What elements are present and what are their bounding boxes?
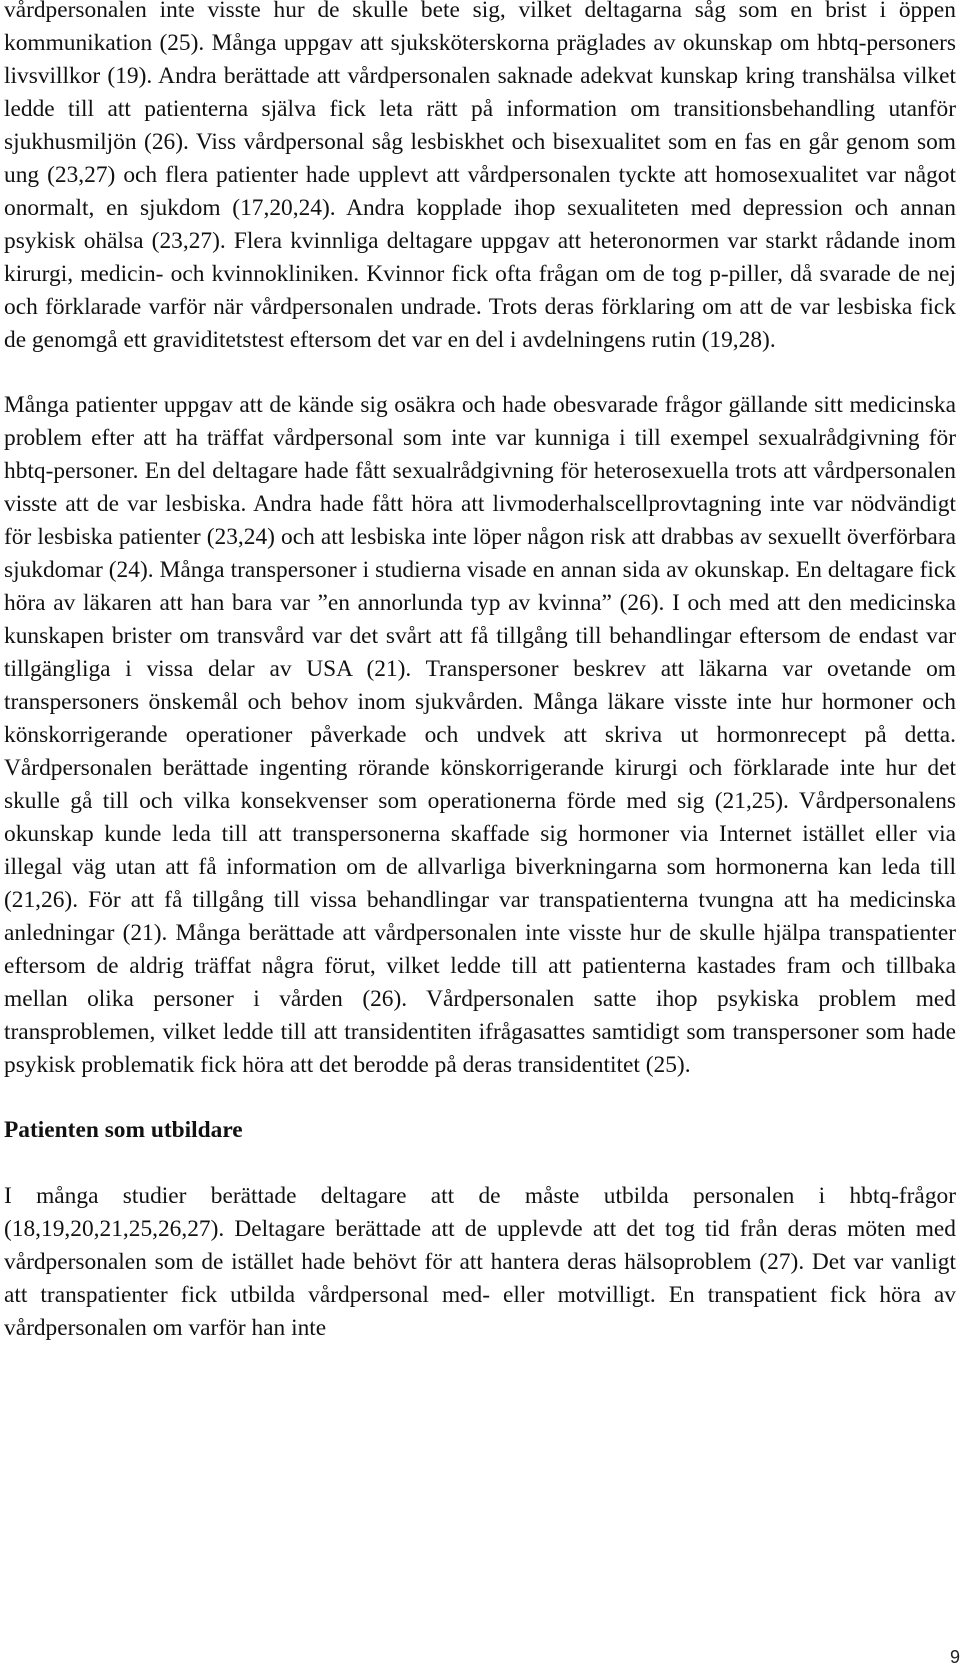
body-paragraph-3: I många studier berättade deltagare att de måste utbilda personalen i hbtq-frågor (18,19,20,21,25,26,27). Deltagare berättade att de upplevde att det tog tid från deras möten med vårdpersonalen som de istället hade behövt för att hantera deras hälsoproblem (27). Det var vanligt att transpatienter fick utbilda vårdpersonal med- eller motvilligt. En transpatient fick höra av vårdpersonalen om varför han inte xyxy=(4,1183,956,1341)
page-number xyxy=(0,1646,960,1668)
page-content xyxy=(4,0,956,1345)
body-paragraph-1: vårdpersonalen inte visste hur de skulle bete sig, vilket deltagarna såg som en brist i öppen kommunikation (25). Många uppgav att sjuksköterskorna präglades av okunskap om hbtq-personers livsvillkor (19). Andra berättade att vårdpersonalen saknade adekvat kunskap kring transhälsa vilket ledde till att patienterna själva fick leta rätt på information om transitionsbehandling utanför sjukhusmiljön (26). Viss vårdpersonal såg lesbiskhet och bisexualitet som en fas en går genom som ung (23,27) och flera patienter hade upplevt att vårdpersonalen tyckte att homosexualitet var något onormalt, en sjukdom (17,20,24). Andra kopplade ihop sexualiteten med depression och annan psykisk ohälsa (23,27). Flera kvinnliga deltagare uppgav att heteronormen var starkt rådande inom kirurgi, medicin- och kvinnokliniken. Kvinnor fick ofta frågan om de tog p-piller, då svarade de nej och förklarade varför när vårdpersonalen undrade. Trots deras förklaring om att de var lesbiska fick de genomgå ett graviditetstest eftersom det var en del i avdelningens rutin (19,28). xyxy=(4,0,956,353)
section-heading: Patienten som utbildare xyxy=(4,1117,243,1143)
body-paragraph-2: Många patienter uppgav att de kände sig osäkra och hade obesvarade frågor gällande sitt medicinska problem efter att ha träffat vårdpersonal som inte var kunniga i till exempel sexualrådgivning för hbtq-personer. En del deltagare hade fått sexualrådgivning för heterosexuella trots att vårdpersonalen visste att de var lesbiska. Andra hade fått höra att livmoderhalscellprovtagning inte var nödvändigt för lesbiska patienter (23,24) och att lesbiska inte löper någon risk att drabbas av sexuellt överförbara sjukdomar (24). Många transpersoner i studierna visade en annan sida av okunskap. En deltagare fick höra av läkaren att han bara var ”en annorlunda typ av kvinna” (26). I och med att den medicinska kunskapen brister om transvård var det svårt att få tillgång till behandlingar eftersom de endast var tillgängliga i vissa delar av USA (21). Transpersoner beskrev att läkarna var ovetande om transpersoners önskemål och behov inom sjukvården. Många läkare visste inte hur hormoner och könskorrigerande operationer påverkade och undvek att skriva ut hormonrecept på detta. Vårdpersonalen berättade ingenting rörande könskorrigerande kirurgi och förklarade inte hur det skulle gå till och vilka konsekvenser som operationerna förde med sig (21,25). Vårdpersonalens okunskap kunde leda till att transpersonerna skaffade sig hormoner via Internet istället eller via illegal väg utan att få information om de allvarliga biverkningarna som hormonerna kan leda till (21,26). För att få tillgång till vissa behandlingar var transpatienterna tvungna att ha medicinska anledningar (21). Många berättade att vårdpersonalen inte visste hur de skulle hjälpa transpatienter eftersom de aldrig träffat några förut, vilket ledde till att patienterna kastades fram och tillbaka mellan olika personer i vården (26). Vårdpersonalen satte ihop psykiska problem med transproblemen, vilket ledde till att transidentiten ifrågasattes samtidigt som transpersoner som hade psykisk problematik fick höra att det berodde på deras transidentitet (25). xyxy=(4,392,956,1078)
page-number-text: 9 xyxy=(949,1647,960,1667)
